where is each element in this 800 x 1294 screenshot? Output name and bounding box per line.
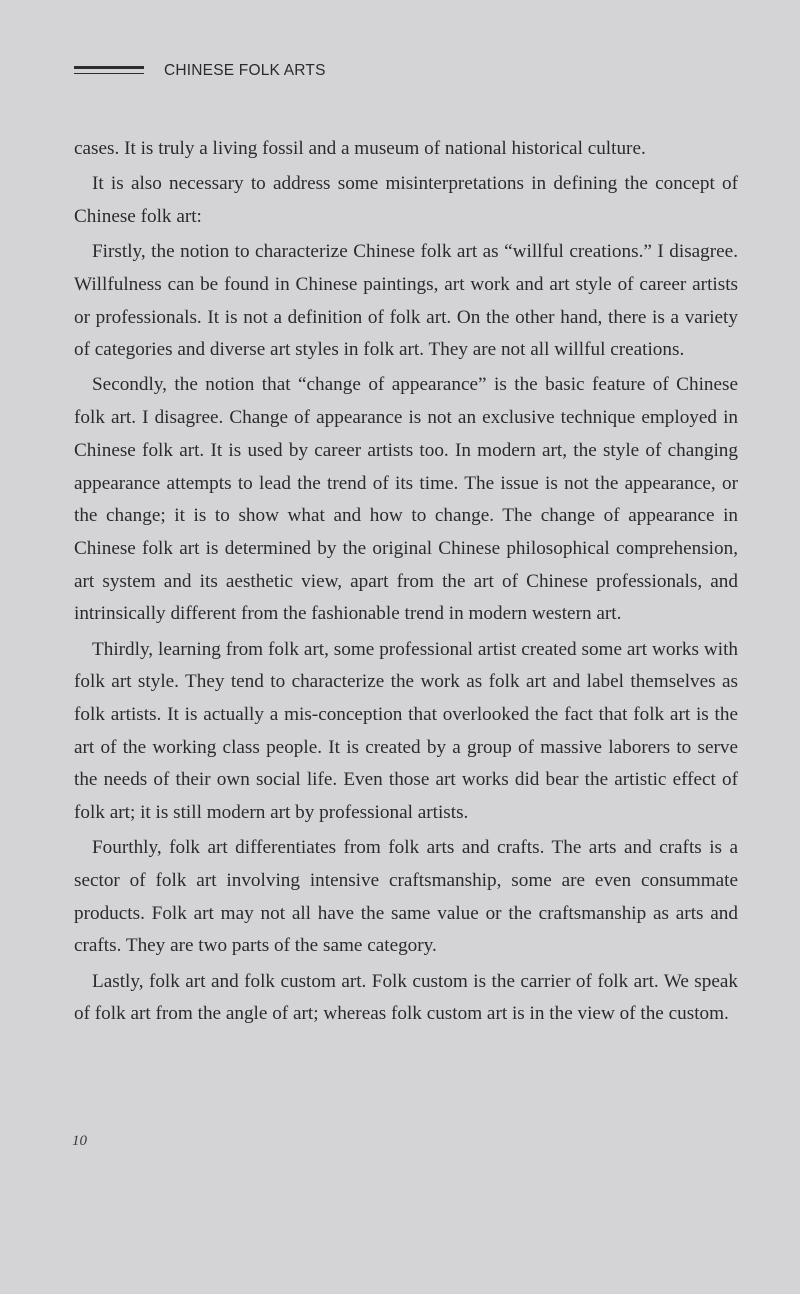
running-title: CHINESE FOLK ARTS [164,62,326,79]
running-header [74,58,326,84]
paragraph-fourthly: Fourthly, folk art differentiates from folk arts and crafts. The arts and crafts is a sector of folk art involving intensive craftsmanship, some are even consummate products. Folk art may not all have the same value or the craftsmanship as arts and crafts. They are two parts of the same category. [74,837,738,957]
page-number: 10 [72,1133,87,1149]
paragraph-intro: It is also necessary to address some misinterpretations in defining the concept of Chinese folk art: [74,173,738,227]
body-text [74,133,738,1033]
paragraph-secondly: Secondly, the notion that “change of appearance” is the basic feature of Chinese folk art. I disagree. Change of appearance is not an exclusive technique employed in Chinese folk art. It is used by career artists too. In modern art, the style of changing appearance attempts to lead the trend of its time. The issue is not the appearance, or the change; it is to show what and how to change. The change of appearance in Chinese folk art is determined by the original Chinese philosophical comprehension, art system and its aesthetic view, apart from the art of Chinese professionals, and intrinsically different from the fashionable trend in modern western art. [74,374,738,625]
header-rule [74,66,144,74]
paragraph-lastly: Lastly, folk art and folk custom art. Folk custom is the carrier of folk art. We speak of folk art from the angle of art; whereas folk custom art is in the view of the custom. [74,970,738,1025]
paragraph-continuation: cases. It is truly a living fossil and a museum of national historical culture. [74,138,646,159]
paragraph-thirdly: Thirdly, learning from folk art, some professional artist created some art works with folk art style. They tend to characterize the work as folk art and label themselves as folk artists. It is actually a mis-conception that overlooked the fact that folk art is the art of the working class people. It is created by a group of massive laborers to serve the needs of their own social life. Even those art works did bear the artistic effect of folk art; it is still modern art by professional artists. [74,638,738,824]
paragraph-firstly: Firstly, the notion to characterize Chinese folk art as “willful creations.” I disagree. Willfulness can be found in Chinese paintings, art work and art style of career artists or professionals. It is not a definition of folk art. On the other hand, there is a variety of categories and diverse art styles in folk art. They are not all willful creations. [74,241,738,361]
